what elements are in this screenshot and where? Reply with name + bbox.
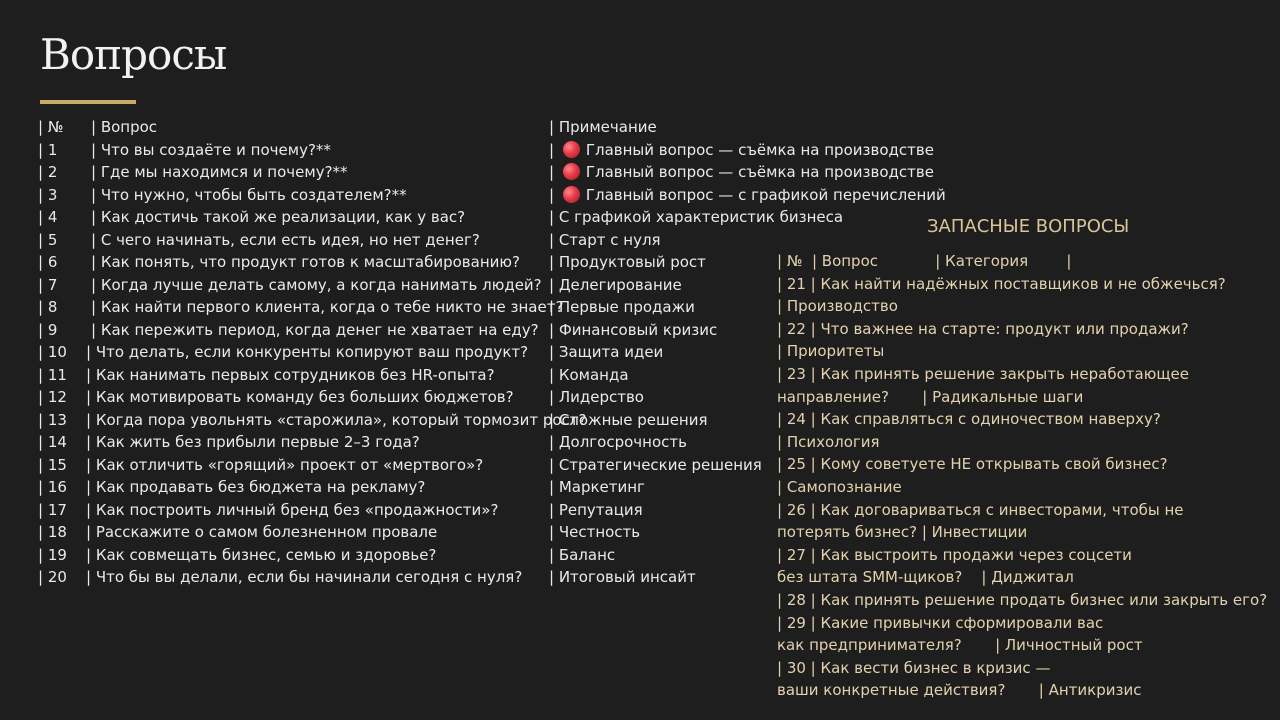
row-note xyxy=(549,184,946,206)
row-note: | Честность xyxy=(549,523,641,541)
reserve-line: | 30 | Как вести бизнес в кризис — xyxy=(777,658,1051,677)
row-note: | Первые продажи xyxy=(549,298,695,316)
row-question: | Как мотивировать команду без больших бюджетов? xyxy=(86,388,514,406)
row-number: | 7 xyxy=(38,275,58,294)
reserve-line: | 28 | Как принять решение продать бизнес или закрыть его? xyxy=(777,591,1268,609)
row-note: | Стратегические решения xyxy=(549,455,762,474)
row-note: | Защита идеи xyxy=(549,343,664,361)
row-number: | 17 xyxy=(38,500,67,519)
row-number: | 5 xyxy=(38,230,58,249)
row-number: | 9 xyxy=(38,320,58,339)
row-question: | Как жить без прибыли первые 2–3 года? xyxy=(86,433,420,451)
header-question: | Вопрос xyxy=(91,118,158,136)
row-number: | 11 xyxy=(38,365,67,384)
reserve-line: | 27 | Как выстроить продажи через соцсети xyxy=(777,545,1132,564)
row-question: | Как достичь такой же реализации, как у вас? xyxy=(91,208,466,226)
row-note: | Лидерство xyxy=(549,388,644,406)
reserve-line: ваши конкретные действия? | Антикризис xyxy=(777,681,1142,700)
row-question: | Как пережить период, когда денег не хватает на еду? xyxy=(91,320,539,339)
row-note: | Старт с нуля xyxy=(549,230,661,249)
row-question: | Где мы находимся и почему?** xyxy=(91,163,348,181)
reserve-line: | № | Вопрос | Категория | xyxy=(777,252,1072,270)
row-number: | 4 xyxy=(38,208,58,226)
row-number: | 13 xyxy=(38,410,67,429)
row-note-text: Главный вопрос — с графикой перечислений xyxy=(585,185,946,204)
reserve-line: без штата SMM-щиков? | Диджитал xyxy=(777,568,1074,587)
reserve-line: | Производство xyxy=(777,297,898,316)
row-note: | Финансовый кризис xyxy=(549,320,718,339)
row-question: | Когда пора увольнять «старожила», который тормозит рост? xyxy=(86,410,587,429)
reserve-line: | 26 | Как договариваться с инвесторами, чтобы не xyxy=(777,500,1184,519)
row-note: | Итоговый инсайт xyxy=(549,568,696,586)
row-note: | Сложные решения xyxy=(549,410,708,429)
row-question: | Как продавать без бюджета на рекламу? xyxy=(86,478,426,496)
row-number: | 6 xyxy=(38,253,58,271)
row-number: | 14 xyxy=(38,433,67,451)
row-number: | 8 xyxy=(38,298,58,316)
row-question: | С чего начинать, если есть идея, но нет денег? xyxy=(91,230,480,249)
row-question: | Как построить личный бренд без «продажности»? xyxy=(86,500,499,519)
reserve-line: как предпринимателя? | Личностный рост xyxy=(777,636,1143,655)
row-note-bar: | xyxy=(549,163,559,181)
row-note: | Долгосрочность xyxy=(549,433,687,451)
row-note xyxy=(549,161,934,183)
row-number: | 19 xyxy=(38,545,67,564)
row-note-bar: | xyxy=(549,140,559,159)
reserve-line: | Психология xyxy=(777,432,880,451)
row-number: | 10 xyxy=(38,343,67,361)
red-circle-icon xyxy=(563,141,580,158)
page-title: Вопросы xyxy=(40,30,227,79)
header-note: | Примечание xyxy=(549,118,657,136)
row-note-bar: | xyxy=(549,185,559,204)
row-note: | Делегирование xyxy=(549,275,682,294)
row-number: | 3 xyxy=(38,185,58,204)
row-number: | 12 xyxy=(38,388,67,406)
row-question: | Как отличить «горящий» проект от «мертвого»? xyxy=(86,455,484,474)
row-note: | Репутация xyxy=(549,500,643,519)
row-note-text: Главный вопрос — съёмка на производстве xyxy=(585,163,934,181)
row-question: | Что бы вы делали, если бы начинали сегодня с нуля? xyxy=(86,568,523,586)
row-note xyxy=(549,139,934,161)
row-note: | Маркетинг xyxy=(549,478,645,496)
row-note: | С графикой характеристик бизнеса xyxy=(549,208,844,226)
row-number: | 18 xyxy=(38,523,67,541)
row-question: | Когда лучше делать самому, а когда нанимать людей? xyxy=(91,275,542,294)
reserve-line: | Самопознание xyxy=(777,478,902,496)
row-number: | 15 xyxy=(38,455,67,474)
row-note: | Команда xyxy=(549,365,629,384)
row-question: | Что нужно, чтобы быть создателем?** xyxy=(91,185,407,204)
row-note-text: Главный вопрос — съёмка на производстве xyxy=(585,140,934,159)
reserve-line: | Приоритеты xyxy=(777,342,885,361)
row-question: | Что делать, если конкуренты копируют ваш продукт? xyxy=(86,343,529,361)
row-question: | Как совмещать бизнес, семью и здоровье? xyxy=(86,545,437,564)
red-circle-icon xyxy=(563,163,580,180)
title-underline xyxy=(40,100,136,104)
reserve-line: | 22 | Что важнее на старте: продукт или продажи? xyxy=(777,319,1189,338)
row-question: | Как понять, что продукт готов к масштабированию? xyxy=(91,253,520,271)
row-note: | Баланс xyxy=(549,545,616,564)
reserve-line: | 25 | Кому советуете НЕ открывать свой бизнес? xyxy=(777,455,1168,474)
row-number: | 2 xyxy=(38,163,58,181)
reserve-line: | 29 | Какие привычки сформировали вас xyxy=(777,613,1104,632)
reserve-title: ЗАПАСНЫЕ ВОПРОСЫ xyxy=(927,216,1130,237)
row-question: | Расскажите о самом болезненном провале xyxy=(86,523,438,541)
row-question: | Что вы создаёте и почему?** xyxy=(91,140,331,159)
red-circle-icon xyxy=(563,186,580,203)
reserve-line: | 21 | Как найти надёжных поставщиков и не обжечься? xyxy=(777,274,1226,293)
reserve-line: направление? | Радикальные шаги xyxy=(777,387,1084,406)
row-question: | Как нанимать первых сотрудников без HR-опыта? xyxy=(86,365,495,384)
row-note: | Продуктовый рост xyxy=(549,253,706,271)
row-number: | 16 xyxy=(38,478,67,496)
reserve-line: потерять бизнес? | Инвестиции xyxy=(777,523,1028,542)
row-question: | Как найти первого клиента, когда о тебе никто не знает? xyxy=(91,298,564,316)
reserve-line: | 24 | Как справляться с одиночеством наверху? xyxy=(777,410,1161,429)
header-num: | № xyxy=(38,118,64,136)
row-number: | 20 xyxy=(38,568,67,586)
reserve-line: | 23 | Как принять решение закрыть неработающее xyxy=(777,365,1189,383)
row-number: | 1 xyxy=(38,140,58,159)
